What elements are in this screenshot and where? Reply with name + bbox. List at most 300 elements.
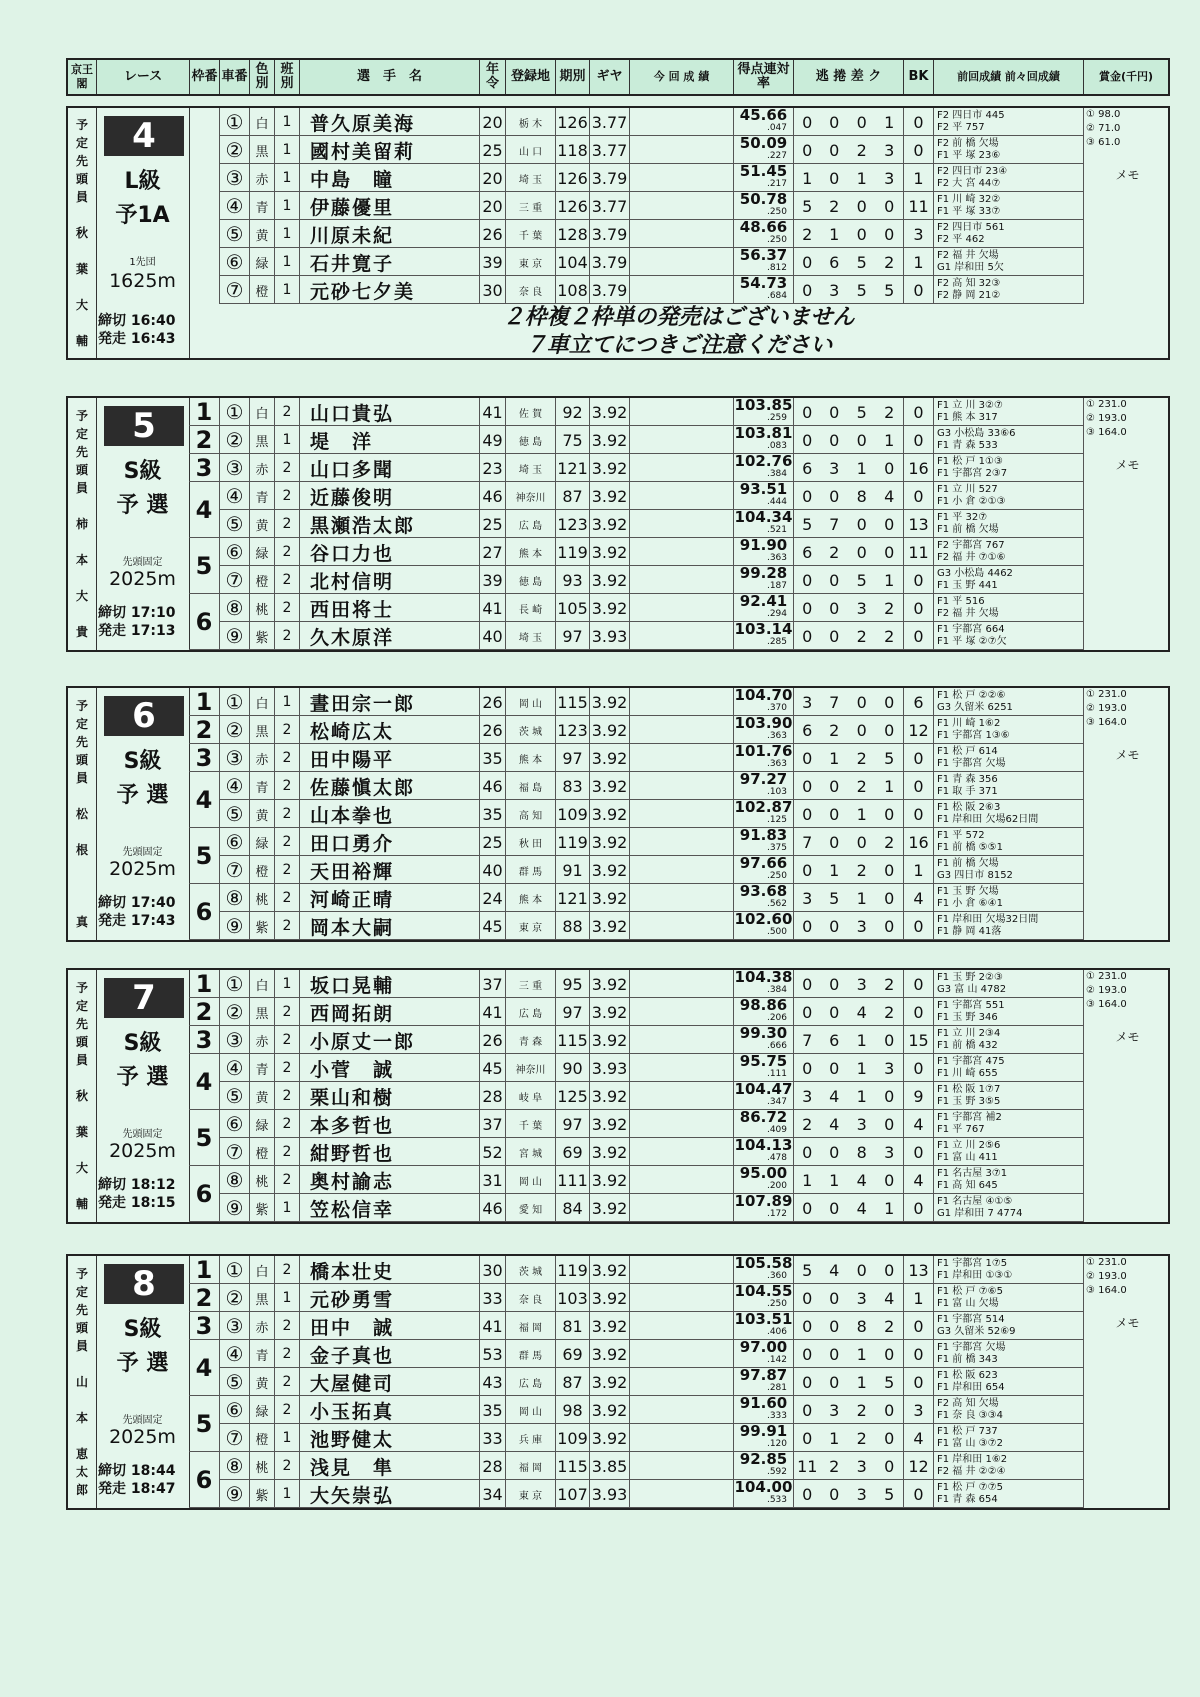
score-value: 103.51: [734, 1310, 793, 1328]
kimarite-count: 7: [793, 1026, 821, 1054]
rider-prefecture: 熊 本: [505, 538, 555, 566]
lead-char: [80, 787, 84, 805]
rider-row: [219, 426, 1083, 454]
rider-row: [219, 192, 1083, 220]
rider-name: 堤 洋: [299, 426, 479, 454]
car-number: ③: [219, 1312, 249, 1340]
car-number: ④: [219, 482, 249, 510]
kimarite-count: 3: [856, 1288, 867, 1308]
previous-result-line: F1 前 橋 欠場: [937, 524, 999, 535]
deadline-time: 締切 18:12: [98, 1177, 176, 1193]
lead-char: 予: [75, 981, 88, 995]
bk-count: 0: [903, 594, 933, 622]
rider-age: 49: [479, 426, 505, 454]
kimarite-count: 1: [829, 224, 840, 244]
bk-count: 3: [903, 220, 933, 248]
score-cell: [733, 912, 793, 940]
color-label: 桃: [249, 1452, 274, 1480]
previous-result-line: F1 宇都宮 補2: [937, 1112, 1002, 1123]
kimarite-count: 0: [829, 1372, 840, 1392]
bk-count: 0: [903, 1480, 933, 1508]
previous-result-line: F2 平 462: [937, 234, 985, 245]
lead-char: 大: [75, 1161, 88, 1175]
score-value: 104.38: [734, 968, 793, 986]
prize-value: ② 71.0: [1086, 123, 1121, 134]
gear-ratio: 3.92: [589, 1396, 629, 1424]
kimarite-count: 0: [884, 458, 895, 478]
score-value: 56.37: [739, 246, 788, 264]
previous-result-line: F2 大 宮 44⑦: [937, 178, 1001, 189]
kimarite-count: 0: [793, 248, 821, 276]
kimarite-count: 5: [884, 1372, 895, 1392]
prize-value: ① 231.0: [1086, 1257, 1127, 1268]
bk-count: 12: [903, 716, 933, 744]
rider-age: 46: [479, 772, 505, 800]
previous-result-line: F2 前 橋 欠場: [937, 138, 999, 149]
frame-number: 4: [189, 1054, 219, 1110]
lead-char: 恵: [75, 1447, 88, 1461]
gear-ratio: 3.92: [589, 510, 629, 538]
rider-row: [219, 1452, 1083, 1480]
color-label: 赤: [249, 164, 274, 192]
car-number: ③: [219, 744, 249, 772]
han-number: 1: [274, 426, 299, 454]
memo-label: メモ: [1115, 1030, 1140, 1044]
rider-prefecture: 栃 木: [505, 108, 555, 136]
lead-char: [80, 1141, 84, 1159]
han-number: 1: [274, 1480, 299, 1508]
kimarite-count: 0: [856, 832, 867, 852]
rider-name: 小原丈一郎: [299, 1026, 479, 1054]
previous-results: [933, 622, 1083, 650]
score-cell: [733, 1166, 793, 1194]
lead-char: [80, 605, 84, 623]
gear-ratio: 3.79: [589, 220, 629, 248]
car-number: ⑤: [219, 510, 249, 538]
win-rate: .409: [766, 1125, 787, 1135]
gear-ratio: 3.93: [589, 1480, 629, 1508]
current-results: [629, 594, 733, 622]
gear-ratio: 3.92: [589, 970, 629, 998]
kimarite-count: 0: [793, 1312, 821, 1340]
rider-prefecture: 徳 島: [505, 566, 555, 594]
rider-prefecture: 高 知: [505, 800, 555, 828]
previous-results: [933, 1138, 1083, 1166]
rider-age: 26: [479, 716, 505, 744]
previous-result-line: F1 名古屋 ④①⑤: [937, 1196, 1013, 1207]
previous-result-line: F1 前 橋 ⑤⑤1: [937, 842, 1003, 853]
notice-line: ７車立てにつきご注意ください: [524, 333, 833, 358]
race-number: 7: [104, 978, 184, 1018]
rider-row: [219, 744, 1083, 772]
rider-term: 109: [555, 1424, 589, 1452]
header-cell: 京王閣: [71, 63, 93, 90]
rider-prefecture: 埼 玉: [505, 164, 555, 192]
score-value: 102.87: [734, 798, 793, 816]
prize-value: ② 193.0: [1086, 413, 1127, 424]
rider-prefecture: 広 島: [505, 998, 555, 1026]
kimarite-count: 0: [884, 1114, 895, 1134]
score-value: 54.73: [739, 274, 788, 292]
lead-char: 定: [75, 1285, 88, 1299]
header-cell: 逃 捲 差 ク: [793, 60, 903, 94]
color-label: 黒: [249, 1284, 274, 1312]
race-info: [96, 398, 190, 650]
kimarite-count: 0: [793, 772, 821, 800]
rider-row: [219, 510, 1083, 538]
rider-prefecture: 長 崎: [505, 594, 555, 622]
score-value: 99.91: [739, 1422, 788, 1440]
rider-row: [219, 1082, 1083, 1110]
kimarite-count: 3: [829, 1400, 840, 1420]
car-number: ②: [219, 1284, 249, 1312]
kimarite-count: 0: [793, 1340, 821, 1368]
score-cell: [733, 1256, 793, 1284]
lead-char: 員: [75, 771, 88, 785]
rider-age: 41: [479, 998, 505, 1026]
prize-value: ② 193.0: [1086, 985, 1127, 996]
gear-ratio: 3.92: [589, 856, 629, 884]
header-cell: 得点連対率: [733, 60, 793, 94]
car-number: ⑤: [219, 1368, 249, 1396]
rider-name: 田中陽平: [299, 744, 479, 772]
win-rate: .250: [766, 207, 787, 217]
han-number: 1: [274, 1284, 299, 1312]
rider-term: 104: [555, 248, 589, 276]
rider-age: 31: [479, 1166, 505, 1194]
kimarite-count: 0: [793, 566, 821, 594]
previous-results: [933, 772, 1083, 800]
rider-age: 25: [479, 828, 505, 856]
frame-number: 3: [189, 744, 219, 772]
gear-ratio: 3.92: [589, 1138, 629, 1166]
rider-row: [219, 1194, 1083, 1222]
previous-results: [933, 538, 1083, 566]
current-results: [629, 248, 733, 276]
score-cell: [733, 566, 793, 594]
rider-name: 佐藤愼太郎: [299, 772, 479, 800]
han-number: 2: [274, 716, 299, 744]
current-results: [629, 1082, 733, 1110]
kimarite-count: 0: [793, 276, 821, 304]
score-cell: [733, 220, 793, 248]
color-label: 黒: [249, 998, 274, 1026]
color-label: 黄: [249, 800, 274, 828]
score-cell: [733, 108, 793, 136]
car-number: ①: [219, 1256, 249, 1284]
bk-count: 0: [903, 1368, 933, 1396]
bk-count: 0: [903, 800, 933, 828]
rider-term: 118: [555, 136, 589, 164]
previous-result-line: G1 岸和田 7 4774: [937, 1208, 1023, 1219]
kimarite-count: 0: [793, 856, 821, 884]
bk-count: 0: [903, 998, 933, 1026]
score-cell: [733, 1424, 793, 1452]
rider-term: 111: [555, 1166, 589, 1194]
gear-ratio: 3.77: [589, 108, 629, 136]
kimarite-count: 1: [884, 112, 895, 132]
lead-char: 本: [75, 553, 88, 567]
color-label: 黄: [249, 510, 274, 538]
previous-result-line: F1 宇都宮 514: [937, 1314, 1005, 1325]
lead-char: [80, 877, 84, 895]
bk-count: 16: [903, 828, 933, 856]
previous-result-line: F1 宇都宮 1③⑥: [937, 730, 1010, 741]
current-results: [629, 856, 733, 884]
rider-row: [219, 276, 1083, 304]
kimarite-count: 5: [793, 510, 821, 538]
lead-char: 員: [75, 1339, 88, 1353]
previous-results: [933, 1284, 1083, 1312]
current-results: [629, 1284, 733, 1312]
previous-result-line: F1 松 戸 ⑦⑦5: [937, 1482, 1003, 1493]
gear-ratio: 3.79: [589, 276, 629, 304]
kimarite-count: 4: [829, 1086, 840, 1106]
rider-age: 41: [479, 1312, 505, 1340]
previous-result-line: F2 静 岡 21②: [937, 290, 1001, 301]
prize-value: ③ 164.0: [1086, 427, 1127, 438]
race-distance: 1625m: [109, 270, 176, 292]
rider-row: [219, 772, 1083, 800]
previous-result-line: F1 岸和田 654: [937, 1382, 1005, 1393]
han-number: 2: [274, 800, 299, 828]
race-info: [96, 688, 190, 940]
color-label: 紫: [249, 1480, 274, 1508]
rider-age: 41: [479, 594, 505, 622]
win-rate: .250: [766, 1299, 787, 1309]
han-number: 2: [274, 1138, 299, 1166]
gear-ratio: 3.92: [589, 566, 629, 594]
kimarite-count: 2: [884, 598, 895, 618]
han-number: 2: [274, 594, 299, 622]
color-label: 青: [249, 772, 274, 800]
color-label: 桃: [249, 594, 274, 622]
race-number: 8: [104, 1264, 184, 1304]
rider-row: [219, 622, 1083, 650]
car-number: ①: [219, 398, 249, 426]
kimarite-count: 1: [856, 1344, 867, 1364]
frame-number: 4: [189, 1340, 219, 1396]
win-rate: .281: [766, 1383, 787, 1393]
start-time: 発走 17:43: [98, 913, 176, 929]
color-label: 橙: [249, 856, 274, 884]
kimarite-count: 2: [829, 720, 840, 740]
rider-row: [219, 220, 1083, 248]
kimarite-count: 3: [884, 168, 895, 188]
current-results: [629, 1110, 733, 1138]
previous-results: [933, 1396, 1083, 1424]
kimarite-count: 0: [829, 570, 840, 590]
win-rate: .384: [766, 469, 787, 479]
kimarite-count: 6: [793, 716, 821, 744]
car-number: ②: [219, 426, 249, 454]
gear-ratio: 3.92: [589, 884, 629, 912]
rider-prefecture: 奈 良: [505, 1284, 555, 1312]
rider-term: 109: [555, 800, 589, 828]
kimarite-count: 0: [793, 1480, 821, 1508]
score-cell: [733, 1368, 793, 1396]
kimarite-count: 0: [793, 594, 821, 622]
rider-prefecture: 岡 山: [505, 688, 555, 716]
previous-result-line: F1 宇都宮 664: [937, 624, 1005, 635]
han-number: 2: [274, 1340, 299, 1368]
rider-prefecture: 神奈川: [505, 482, 555, 510]
car-number: ⑥: [219, 1396, 249, 1424]
rider-term: 121: [555, 884, 589, 912]
rider-prefecture: 宮 城: [505, 1138, 555, 1166]
kimarite-count: 0: [793, 136, 821, 164]
rider-prefecture: 茨 城: [505, 716, 555, 744]
score-value: 103.90: [734, 714, 793, 732]
prize-value: ③ 61.0: [1086, 137, 1121, 148]
car-number: ①: [219, 970, 249, 998]
rider-age: 25: [479, 136, 505, 164]
win-rate: .363: [766, 759, 787, 769]
previous-results: [933, 248, 1083, 276]
han-number: 2: [274, 828, 299, 856]
score-cell: [733, 800, 793, 828]
kimarite-count: 0: [884, 1170, 895, 1190]
win-rate: .363: [766, 731, 787, 741]
previous-results: [933, 192, 1083, 220]
rider-prefecture: 神奈川: [505, 1054, 555, 1082]
race-number: 5: [104, 406, 184, 446]
kimarite-count: 0: [884, 860, 895, 880]
bk-count: 0: [903, 482, 933, 510]
bk-count: 0: [903, 398, 933, 426]
frame-number: 2: [189, 1284, 219, 1312]
rider-age: 35: [479, 800, 505, 828]
program-sheet: [66, 58, 1170, 1507]
rider-row: [219, 1340, 1083, 1368]
previous-results: [933, 828, 1083, 856]
kimarite-count: 4: [884, 486, 895, 506]
previous-result-line: F2 四日市 23④: [937, 166, 1008, 177]
kimarite-count: 0: [829, 486, 840, 506]
win-rate: .478: [766, 1153, 787, 1163]
kimarite-count: 2: [884, 1002, 895, 1022]
previous-results: [933, 276, 1083, 304]
score-value: 92.41: [739, 592, 788, 610]
score-cell: [733, 744, 793, 772]
color-label: 黒: [249, 716, 274, 744]
race-block: [66, 1254, 1170, 1510]
kimarite-count: 2: [829, 542, 840, 562]
previous-result-line: F1 奈 良 ③③4: [937, 1410, 1003, 1421]
previous-results: [933, 426, 1083, 454]
rider-name: 普久原美海: [299, 108, 479, 136]
previous-result-line: G3 久留米 6251: [937, 702, 1013, 713]
han-number: 2: [274, 912, 299, 940]
current-results: [629, 1424, 733, 1452]
rider-prefecture: 広 島: [505, 510, 555, 538]
lead-char: 予: [75, 409, 88, 423]
rider-row: [219, 1166, 1083, 1194]
rider-name: 笠松信幸: [299, 1194, 479, 1222]
previous-results: [933, 970, 1083, 998]
rider-name: 谷口力也: [299, 538, 479, 566]
start-note: 先頭固定: [122, 557, 163, 568]
kimarite-count: 2: [856, 626, 867, 646]
lead-char: 松: [75, 807, 88, 821]
rider-age: 30: [479, 1256, 505, 1284]
kimarite-count: 2: [856, 748, 867, 768]
lead-char: 頭: [75, 753, 88, 767]
kimarite-count: 2: [884, 832, 895, 852]
bk-count: 0: [903, 622, 933, 650]
bk-count: 16: [903, 454, 933, 482]
kimarite-count: 4: [856, 1198, 867, 1218]
lead-rider-label: [68, 398, 97, 650]
gear-ratio: 3.79: [589, 248, 629, 276]
rider-name: 小菅 誠: [299, 1054, 479, 1082]
rider-age: 26: [479, 688, 505, 716]
kimarite-count: 5: [856, 252, 867, 272]
kimarite-count: 0: [829, 140, 840, 160]
han-number: 2: [274, 538, 299, 566]
rider-term: 87: [555, 482, 589, 510]
kimarite-count: 5: [856, 570, 867, 590]
race-info: [96, 1256, 190, 1508]
current-results: [629, 716, 733, 744]
lead-char: 定: [75, 999, 88, 1013]
previous-results: [933, 108, 1083, 136]
car-number: ⑦: [219, 276, 249, 304]
prize-column: [1083, 688, 1169, 940]
kimarite-count: 2: [856, 1428, 867, 1448]
previous-result-line: F1 前 橋 343: [937, 1354, 998, 1365]
rider-name: 本多哲也: [299, 1110, 479, 1138]
rider-age: 45: [479, 912, 505, 940]
win-rate: .285: [766, 637, 787, 647]
kimarite-count: 2: [829, 196, 840, 216]
previous-result-line: F1 岸和田 1⑥2: [937, 1454, 1008, 1465]
start-note: 先頭固定: [122, 1129, 163, 1140]
previous-result-line: F1 平 塚 ②⑦欠: [937, 636, 1007, 647]
kimarite-count: 0: [884, 542, 895, 562]
score-cell: [733, 248, 793, 276]
han-number: 2: [274, 622, 299, 650]
race-distance: 2025m: [109, 1426, 176, 1448]
rider-prefecture: 埼 玉: [505, 454, 555, 482]
previous-result-line: F1 宇都宮 欠場: [937, 758, 1006, 769]
previous-result-line: F1 宇都宮 2③7: [937, 468, 1008, 479]
lead-char: 太: [75, 1465, 88, 1479]
rider-age: 25: [479, 510, 505, 538]
kimarite-count: 0: [884, 1344, 895, 1364]
kimarite-count: 0: [856, 542, 867, 562]
previous-result-line: F1 平 塚 23⑥: [937, 150, 1001, 161]
rider-row: [219, 1368, 1083, 1396]
score-value: 91.83: [739, 826, 788, 844]
rider-prefecture: 三 重: [505, 970, 555, 998]
gear-ratio: 3.93: [589, 1054, 629, 1082]
kimarite-count: 0: [856, 112, 867, 132]
frame-number: 2: [189, 426, 219, 454]
previous-result-line: G3 久留米 52⑥9: [937, 1326, 1016, 1337]
frame-number: 1: [189, 398, 219, 426]
rider-age: 23: [479, 454, 505, 482]
bk-count: 1: [903, 248, 933, 276]
kimarite-count: 6: [829, 252, 840, 272]
lead-char: [80, 1177, 84, 1195]
gear-ratio: 3.92: [589, 1368, 629, 1396]
lead-char: 輔: [75, 1197, 88, 1211]
header-cell: レース: [96, 60, 189, 94]
rider-age: 27: [479, 538, 505, 566]
han-number: 1: [274, 970, 299, 998]
lead-char: 郎: [75, 1483, 88, 1497]
